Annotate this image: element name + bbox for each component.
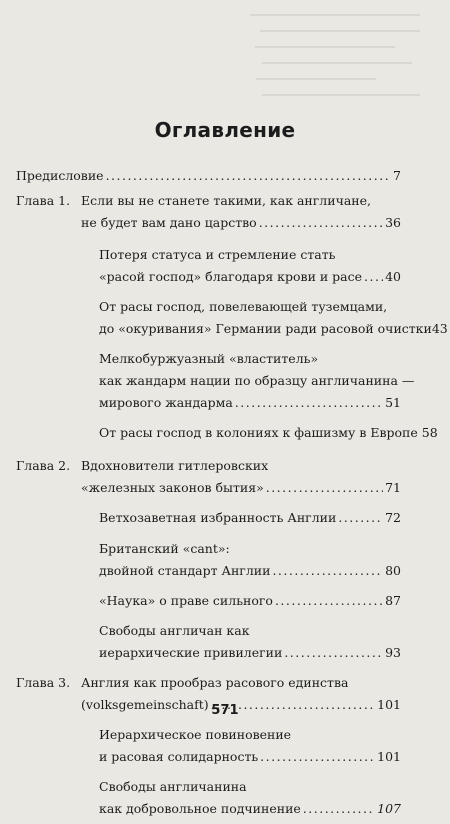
toc-entry-line: как добровольное подчинение <box>99 801 301 816</box>
toc-page-number: 72 <box>385 510 401 525</box>
toc-entry-line: «Наука» о праве сильного <box>99 593 273 608</box>
toc-page-number: 40 <box>385 269 401 284</box>
toc-entry-line: Потеря статуса и стремление стать <box>99 247 336 262</box>
leader-dots <box>235 392 383 414</box>
page-title: Оглавление <box>154 118 296 142</box>
chapter-label: Глава 3. <box>16 675 71 690</box>
toc-entry-line: От расы господ в колониях к фашизму в Европе <box>99 425 418 440</box>
toc-page-number: 87 <box>385 593 401 608</box>
toc-entry <box>16 422 438 455</box>
toc-entry-line: как жандарм нации по образцу англичанина — <box>99 373 415 388</box>
toc-entry-line: Мелкобуржуазный «властитель» <box>99 351 319 366</box>
toc-page-number: 80 <box>385 563 401 578</box>
toc-page-number: 101 <box>377 749 401 764</box>
toc-page-number: 43 <box>431 321 448 336</box>
toc-entry-line: до «окуривания» Германии ради расовой очистки <box>99 321 432 336</box>
toc-entry <box>16 590 401 620</box>
leader-dots <box>364 266 383 288</box>
toc-page-number: 7 <box>393 168 401 183</box>
toc-entry <box>16 507 401 538</box>
leader-dots <box>272 560 383 582</box>
toc-entry-title: Предисловие <box>16 168 104 183</box>
toc-page-number: 107 <box>377 801 401 816</box>
toc-page-number: 36 <box>385 215 401 230</box>
leader-dots <box>303 798 375 820</box>
toc-entry-line: Англия как прообраз расового единства <box>81 675 349 690</box>
leader-dots <box>284 642 383 664</box>
toc-page-number: 71 <box>385 480 401 495</box>
toc-entry-line: «расой господ» благодаря крови и расе <box>99 269 363 284</box>
leader-dots <box>275 590 383 612</box>
toc-entry-line: Ветхозаветная избранность Англии <box>99 510 337 525</box>
toc-entry-line: иерархические привилегии <box>99 645 283 660</box>
toc-entry-line: (volksgemeinschaft) <box>81 697 209 712</box>
toc-entry <box>16 620 401 672</box>
toc-entry <box>16 244 401 296</box>
leader-dots <box>259 212 383 234</box>
toc-entry-line: Британский «cant»: <box>99 541 230 556</box>
table-of-contents <box>16 165 448 824</box>
toc-page-number: 51 <box>385 395 401 410</box>
toc-entry-line: «железных законов бытия» <box>81 480 264 495</box>
toc-entry-chapter-2 <box>16 455 401 507</box>
toc-page-number: 93 <box>385 645 401 660</box>
chapter-label: Глава 2. <box>16 458 71 473</box>
toc-entry-line: Свободы англичан как <box>99 623 250 638</box>
toc-entry-line: и расовая солидарность <box>99 749 259 764</box>
toc-entry <box>16 296 448 348</box>
toc-page-number: 101 <box>377 697 401 712</box>
toc-entry <box>16 348 415 422</box>
toc-entry <box>16 724 401 776</box>
toc-entry-line: не будет вам дано царство <box>81 215 257 230</box>
bleed-through-text <box>0 0 450 110</box>
toc-entry-line: двойной стандарт Англии <box>99 563 271 578</box>
leader-dots <box>338 507 383 529</box>
chapter-label: Глава 1. <box>16 193 71 208</box>
leader-dots <box>266 477 383 499</box>
page-number: 571 <box>211 703 239 718</box>
leader-dots <box>106 165 391 187</box>
toc-entry-line: Вдохновители гитлеровских <box>81 458 269 473</box>
toc-entry <box>16 776 401 824</box>
toc-entry-line: От расы господ, повелевающей туземцами, <box>99 299 388 314</box>
toc-page-number: 58 <box>421 425 438 440</box>
toc-entry-line: Свободы англичанина <box>99 779 247 794</box>
toc-entry-line: Если вы не станете такими, как англичане, <box>81 193 372 208</box>
toc-entry-preface <box>16 165 401 190</box>
toc-entry-chapter-1 <box>16 190 401 244</box>
toc-entry <box>16 538 401 590</box>
toc-entry-line: Иерархическое повиновение <box>99 727 292 742</box>
leader-dots <box>260 746 375 768</box>
toc-entry-line: мирового жандарма <box>99 395 233 410</box>
